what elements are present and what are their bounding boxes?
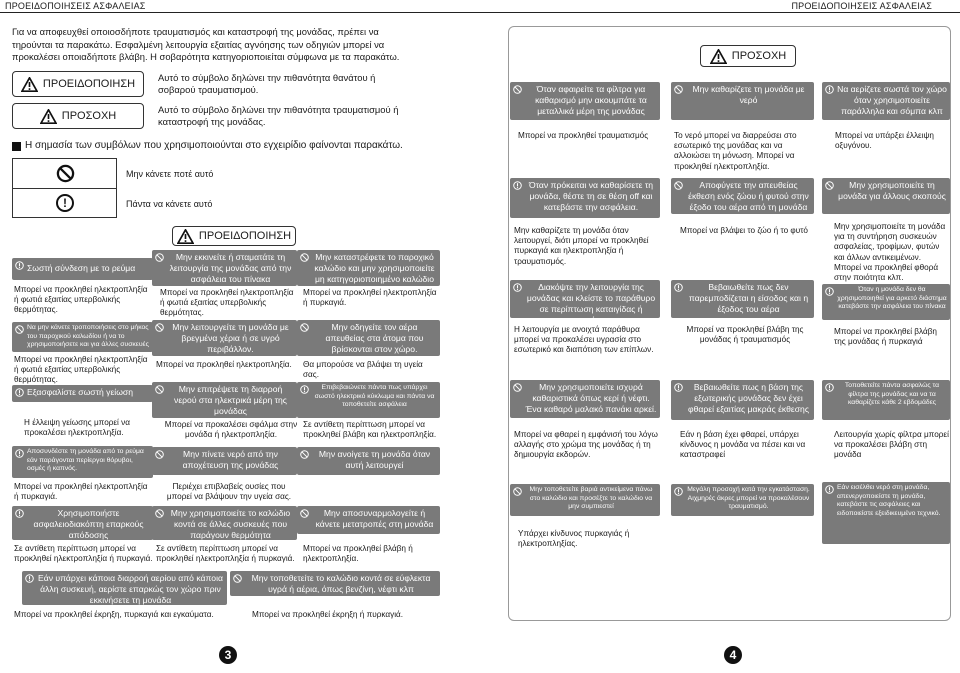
caution-description: Αυτό το σύμβολο δηλώνει την πιθανότητα τραυματισμού ή καταστροφή της μονάδας. [158, 104, 399, 127]
p3-c3-item3-title: Επιβεβαιώνετε πάντα πως υπάρχει σωστό ηλεκτρικό κύκλωμα και πάντα να τοποθετείτε ασφάλεια [297, 382, 440, 418]
p4-c3-item2-title: Μην χρησιμοποιείτε τη μονάδα για άλλους σκοπούς [822, 178, 950, 214]
warning-label-box [12, 71, 144, 97]
header-rule [0, 12, 960, 13]
caution-triangle-icon [710, 49, 727, 64]
p4-c2-item1-title: Μην καθαρίζετε τη μονάδα με νερό [671, 82, 814, 120]
prohibited-icon [56, 164, 75, 183]
prohibited-icon [825, 181, 834, 190]
p4-c2-item4-title: Βεβαιωθείτε πως η βάση της εξωτερικής μονάδας δεν έχει φθαρεί εξαιτίας μακράς έκθεσης [671, 380, 814, 420]
warning-triangle-icon [21, 77, 38, 92]
p4-c2-item3-title: Βεβαιωθείτε πως δεν παρεμποδίζεται η είσοδος και η έξοδος του αέρα [671, 280, 814, 318]
prohibited-icon [300, 253, 309, 262]
p3-c3-item3-body: Σε αντίθετη περίπτωση μπορεί να προκληθεί βλάβη και ηλεκτροπληξία. [303, 420, 437, 440]
p3-bottom-item1-title: Εάν υπάρχει κάποια διαρροή αερίου από κάποια άλλη συσκευή, αερίστε επαρκώς τον χώρο πριν εκκινήσετε τη μονάδα [22, 571, 227, 605]
bullet-square [12, 142, 21, 151]
prohibited-icon [300, 323, 309, 332]
prohibited-icon [15, 325, 24, 334]
prohibited-icon [513, 383, 522, 392]
p4-c1-item3-body: Η λειτουργία με ανοιχτά παράθυρα μπορεί να προκαλέσει υγρασία στο εσωτερικό και διαπότιση των επίπλων. [514, 325, 654, 355]
p4-c3-item3-title: Όταν η μονάδα δεν θα χρησιμοποιηθεί για αρκετό διάστημα κατεβάστε την ασφάλεια του πίνακα [822, 284, 950, 320]
prohibited-icon [513, 487, 522, 496]
p3-c3-item4-title: Μην ανοίγετε τη μονάδα όταν αυτή λειτουργεί [297, 447, 440, 475]
p3-c2-item3-title: Μην επιτρέψετε τη διαρροή νερού στα ηλεκτρικά μέρη της μονάδας [152, 382, 297, 418]
p3-c2-item4-body: Περιέχει επιβλαβείς ουσίες που μπορεί να βλάψουν την υγεία σας. [166, 482, 292, 502]
p3-c2-item4-title: Μην πίνετε νερό από την αποχέτευση της μονάδας [152, 447, 297, 475]
p4-c3-item5-title: Εάν εισέλθει νερό στη μονάδα, απενεργοποιείστε τη μονάδα, κατεβάστε τις ασφάλειες και ειδοποιείστε εξειδικευμένο τεχνικό. [822, 482, 950, 544]
mandatory-icon [513, 181, 522, 190]
mandatory-icon [825, 485, 834, 494]
p4-c3-item1-title: Να αερίζετε σωστά τον χώρο όταν χρησιμοποιείτε παράλληλα και σόμπα κλπ [822, 82, 950, 120]
p3-c1-item3-title: Εξασφαλίστε σωστή γείωση [12, 385, 153, 402]
p3-c1-item4-title: Αποσυνδέστε τη μονάδα από το ρεύμα εάν παράγονται περίεργοι θόρυβοι, οσμές ή καπνός. [12, 446, 153, 478]
p4-c2-item5-title: Μεγάλη προσοχή κατά την εγκατάσταση. Αιχμηρές άκρες μπορεί να προκαλέσουν τραυματισμό. [671, 484, 814, 516]
page4-section-box [700, 45, 796, 67]
prohibited-icon [155, 385, 164, 394]
p3-c3-item1-body: Μπορεί να προκληθεί ηλεκτροπληξία ή πυρκαγιά. [303, 288, 437, 308]
p4-c1-item5-title: Μην τοποθετείτε βαριά αντικείμενα πάνω στο καλώδιο και προσέξτε το καλώδιο να μην συμπιεστεί [510, 484, 660, 516]
mandatory-icon [674, 487, 683, 496]
prohibited-icon [155, 253, 164, 262]
p4-c1-item2-title: Όταν πρόκειται να καθαρίσετε τη μονάδα, θέστε τη σε θέση off και κατεβάστε την ασφάλεια. [510, 178, 660, 218]
prohibited-icon [674, 85, 683, 94]
p4-c2-item3-body: Μπορεί να προκληθεί βλάβη της μονάδας ή τραυματισμός [686, 325, 804, 345]
mandatory-icon: ! [56, 194, 74, 212]
mandatory-icon [15, 261, 24, 270]
prohibited-icon [300, 450, 309, 459]
p4-c2-item4-body: Εάν η βάση έχει φθαρεί, υπάρχει κίνδυνος η μονάδα να πέσει και να καταστραφεί [680, 430, 806, 460]
p3-c2-item5-body: Σε αντίθετη περίπτωση μπορεί να προκληθεί ηλεκτροπληξία ή πυρκαγιά. [156, 544, 295, 564]
p4-c3-item1-body: Μπορεί να υπάρξει έλλειψη οξυγόνου. [835, 131, 934, 151]
p3-c1-item4-body: Μπορεί να προκληθεί ηλεκτροπληξία ή πυρκαγιά. [14, 482, 148, 502]
mandatory-icon [15, 509, 24, 518]
p4-c1-item5-body: Υπάρχει κίνδυνος πυρκαγιάς ή ηλεκτροπληξίας. [518, 529, 630, 549]
p4-c3-item4-title: Τοποθετείτε πάντα ασφαλώς τα φίλτρα της μονάδας και να τα καθαρίζετε κάθε 2 εβδομάδες [822, 380, 950, 420]
prohibited-icon [233, 574, 242, 583]
legend-always: Πάντα να κάνετε αυτό [126, 199, 213, 209]
mandatory-icon [674, 383, 683, 392]
mandatory-icon [15, 388, 24, 397]
page-number-3: 3 [219, 646, 237, 664]
prohibited-icon [300, 509, 309, 518]
prohibited-icon [155, 450, 164, 459]
p3-c1-item3-body: Η έλλειψη γείωσης μπορεί να προκαλέσει ηλεκτροπληξία. [24, 418, 130, 438]
p4-c3-item4-body: Λειτουργία χωρίς φίλτρα μπορεί να προκαλέσει βλάβη στη μονάδα [834, 430, 949, 460]
warning-label: ΠΡΟΕΙΔΟΠΟΙΗΣΗ [42, 78, 136, 90]
prohibited-icon [513, 85, 522, 94]
mandatory-icon [674, 283, 683, 292]
warning-triangle-icon [177, 229, 194, 244]
p4-c3-item2-body: Μην χρησιμοποιείτε τη μονάδα για τη συντήρηση συσκευών ασφαλείας, τροφίμων, φυτών και άλλων αντικειμένων. Μπορεί να προκληθεί φθορά στην ποιότητα κλπ. [834, 222, 946, 283]
p3-c2-item3-body: Μπορεί να προκαλέσει σφάλμα στην μονάδα ή ηλεκτροπληξία. [164, 420, 298, 440]
mandatory-icon [15, 449, 24, 458]
p4-c2-item1-body: Το νερό μπορεί να διαρρεύσει στο εσωτερικό της μονάδας και να αλλοιώσει τη μόνωση. Μπορεί να προκληθεί ηλεκτροπληξία. [674, 131, 797, 171]
caution-label-box [12, 103, 144, 129]
page3-section-title: ΠΡΟΕΙΔΟΠΟΙΗΣΗ [198, 230, 292, 242]
p3-c3-item1-title: Μην καταστρέφετε το παροχικό καλώδιο και μην χρησιμοποιείτε μη κατηγοριοποιημένο καλώδιο [297, 250, 440, 286]
p3-c2-item2-body: Μπορεί να προκληθεί ηλεκτροπληξία. [156, 360, 292, 369]
mandatory-icon [300, 385, 309, 394]
p3-c2-item2-title: Μην λειτουργείτε τη μονάδα με βρεγμένα χέρια ή σε υγρό περιβάλλον. [152, 320, 297, 356]
page-header-left: ΠΡΟΕΙΔΟΠΟΙΗΣΕΙΣ ΑΣΦΑΛΕΙΑΣ [5, 1, 146, 11]
p3-bottom-item2-body: Μπορεί να προκληθεί έκρηξη ή πυρκαγιά. [252, 610, 404, 619]
p4-c3-item3-body: Μπορεί να προκληθεί βλάβη της μονάδας ή πυρκαγιά [834, 327, 937, 347]
intro-text: Για να αποφευχθεί οποιοσδήποτε τραυματισμός και καταστροφή της μονάδας, πρέπει να τηρούνται τα παρακάτω. Εσφαλμένη λειτουργία εξαιτίας αγνόησης των οδηγιών μπορεί να προκαλέσει οποιαδήποτε βλάβη. Η σοβαρότητα κατηγοριοποιείται σύμφωνα με τα παρακάτω. [12, 26, 400, 62]
page-header-right: ΠΡΟΕΙΔΟΠΟΙΗΣΕΙΣ ΑΣΦΑΛΕΙΑΣ [791, 1, 932, 11]
p3-c3-item5-body: Μπορεί να προκληθεί βλάβη ή ηλεκτροπληξία. [303, 544, 413, 564]
mandatory-icon [825, 85, 834, 94]
prohibited-icon [155, 509, 164, 518]
p3-c1-item2-title: Να μην κάνετε τροποποιήσεις στο μήκος του παροχικού καλωδίου ή να το χρησιμοποιήσετε και για άλλες συσκευές [12, 322, 153, 352]
legend-never: Μην κάνετε ποτέ αυτό [126, 169, 214, 179]
p3-c3-item5-title: Μην αποσυναρμολογείτε ή κάνετε μετατροπές στη μονάδα [297, 506, 440, 534]
p3-bottom-item2-title: Μην τοποθετείτε το καλώδιο κοντά σε εύφλεκτα υγρά ή αέρια, όπως βενζίνη, νέφτι κλπ [230, 571, 440, 596]
p3-c3-item2-body: Θα μπορούσε να βλάψει τη υγεία σας. [303, 360, 423, 380]
p3-c1-item5-title: Χρησιμοποιήστε ασφαλειοδιακόπτη επαρκούς απόδοσης [12, 506, 153, 540]
p3-c1-item1-body: Μπορεί να προκληθεί ηλεκτροπληξία ή φωτιά εξαιτίας υπερβολικής θερμότητας. [14, 285, 148, 315]
prohibited-icon [155, 323, 164, 332]
mandatory-icon [825, 287, 834, 296]
p3-c2-item1-title: Μην εκκινείτε ή σταματάτε τη λειτουργία της μονάδας από την ασφάλεια του πίνακα [152, 250, 297, 286]
p4-c1-item4-title: Μην χρησιμοποιείτε ισχυρά καθαριστικά όπως κερί ή νέφτι. Ένα καθαρό μαλακό πανάκι αρκεί. [510, 380, 660, 418]
p4-c2-item2-title: Αποφύγετε την απευθείας έκθεση ενός ζώου ή φυτού στην έξοδο του αέρα από τη μονάδα [671, 178, 814, 214]
caution-label: ΠΡΟΣΟΧΗ [61, 110, 117, 122]
prohibited-icon [674, 181, 683, 190]
p3-c1-item5-body: Σε αντίθετη περίπτωση μπορεί να προκληθεί ηλεκτροπληξία ή πυρκαγιά. [14, 544, 153, 564]
warning-description: Αυτό το σύμβολο δηλώνει την πιθανότητα θανάτου ή σοβαρού τραυματισμού. [158, 72, 376, 95]
p3-c1-item1-title: Σωστή σύνδεση με το ρεύμα [12, 258, 153, 280]
mandatory-icon [825, 383, 834, 392]
p3-c1-item2-body: Μπορεί να προκληθεί ηλεκτροπληξία ή φωτιά εξαιτίας υπερβολικής θερμότητας. [14, 355, 148, 385]
page4-section-title: ΠΡΟΣΟΧΗ [731, 50, 787, 62]
mandatory-icon [513, 283, 522, 292]
caution-triangle-icon [40, 109, 57, 124]
legend-symbol-box [12, 158, 117, 218]
p4-c1-item1-body: Μπορεί να προκληθεί τραυματισμός [518, 131, 649, 140]
p3-c2-item5-title: Μην χρησιμοποιείτε το καλώδιο κοντά σε άλλες συσκευές που παράγουν θερμότητα [152, 506, 297, 540]
p3-c2-item1-body: Μπορεί να προκληθεί ηλεκτροπληξία ή φωτιά εξαιτίας υπερβολικής θερμότητας. [160, 288, 294, 318]
p4-c1-item2-body: Μην καθαρίζετε τη μονάδα όταν λειτουργεί, διότι μπορεί να προκληθεί πυρκαγιά και ηλεκτροπληξία ή τραυματισμός. [514, 226, 649, 266]
legend-intro: Η σημασία των συμβόλων που χρησιμοποιούνται στο εγχειρίδιο φαίνονται παρακάτω. [25, 140, 403, 151]
page3-section-box [172, 226, 296, 246]
p3-c3-item2-title: Μην οδηγείτε τον αέρα απευθείας στα άτομα που βρίσκονται στον χώρο. [297, 320, 440, 356]
page-number-4: 4 [724, 646, 742, 664]
p3-bottom-item1-body: Μπορεί να προκληθεί έκρηξη, πυρκαγιά και εγκαύματα. [14, 610, 214, 619]
p4-c1-item4-body: Μπορεί να φθαρεί η εμφάνισή του λόγω αλλαγής στο χρώμα της μονάδας ή τη δημιουργία εκδορών. [514, 430, 658, 460]
p4-c1-item3-title: Διακόψτε την λειτουργία της μονάδας και κλείστε το παράθυρο σε περίπτωση καταιγίδας ή τυφώνα [510, 280, 660, 318]
mandatory-icon [25, 574, 34, 583]
p4-c1-item1-title: Όταν αφαιρείτε τα φίλτρα για καθαρισμό μην ακουμπάτε τα μεταλλικά μέρη της μονάδας [510, 82, 660, 120]
p4-c2-item2-body: Μπορεί να βλάψει το ζώο ή το φυτό [680, 226, 808, 235]
